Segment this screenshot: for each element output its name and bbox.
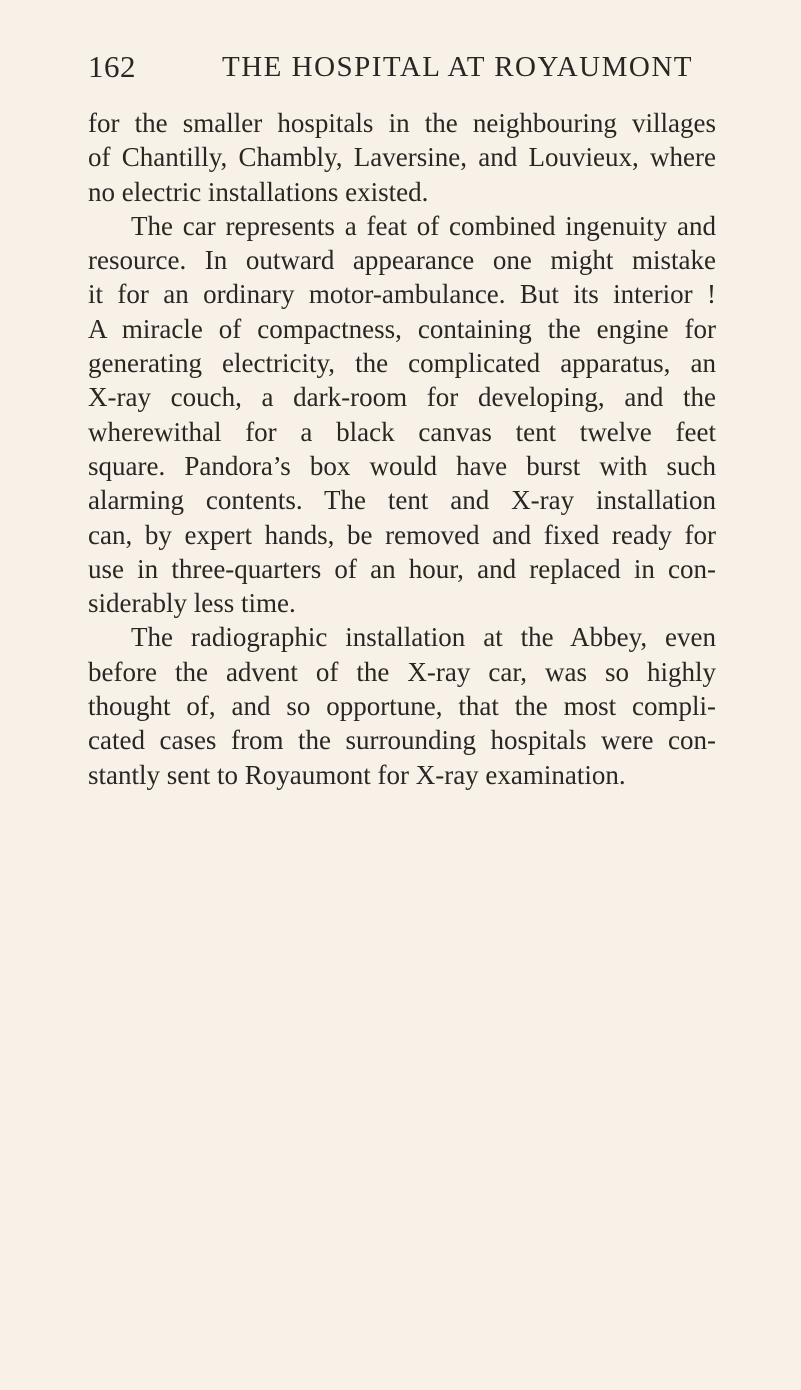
text-line: cated cases from the surrounding hospitals were con- xyxy=(88,725,716,756)
page-number: 162 xyxy=(88,49,136,84)
text-line: X-ray couch, a dark-room for developing, and the xyxy=(88,382,716,413)
text-line: stantly sent to Royaumont for X-ray examination. xyxy=(88,759,626,790)
text-line: siderably less time. xyxy=(88,588,296,619)
text-line: for the smaller hospitals in the neighbouring villages xyxy=(88,108,716,138)
text-line: The radiographic installation at the Abbey, even xyxy=(131,622,716,653)
text-line: use in three-quarters of an hour, and replaced in con- xyxy=(88,553,716,584)
text-line: resource. In outward appearance one might mistake xyxy=(88,245,716,276)
text-line: no electric installations existed. xyxy=(88,176,429,207)
text-line: The car represents a feat of combined ingenuity and xyxy=(131,210,716,241)
text-line: can, by expert hands, be removed and fixed ready for xyxy=(88,519,716,550)
text-line: of Chantilly, Chambly, Laversine, and Louvieux, where xyxy=(88,142,716,173)
running-title: THE HOSPITAL AT ROYAUMONT xyxy=(222,51,693,83)
text-line: square. Pandora’s box would have burst with such xyxy=(88,450,716,481)
text-line: wherewithal for a black canvas tent twelve feet xyxy=(88,416,716,447)
text-line: generating electricity, the complicated apparatus, an xyxy=(88,348,716,379)
text-line: A miracle of compactness, containing the engine for xyxy=(88,313,716,344)
text-line: alarming contents. The tent and X-ray installation xyxy=(88,485,716,516)
body-text xyxy=(88,106,716,792)
text-line: before the advent of the X-ray car, was so highly xyxy=(88,656,716,687)
running-head xyxy=(88,47,714,87)
text-line: thought of, and so opportune, that the most compli- xyxy=(88,691,716,722)
text-line: it for an ordinary motor-ambulance. But its interior ! xyxy=(88,279,716,310)
